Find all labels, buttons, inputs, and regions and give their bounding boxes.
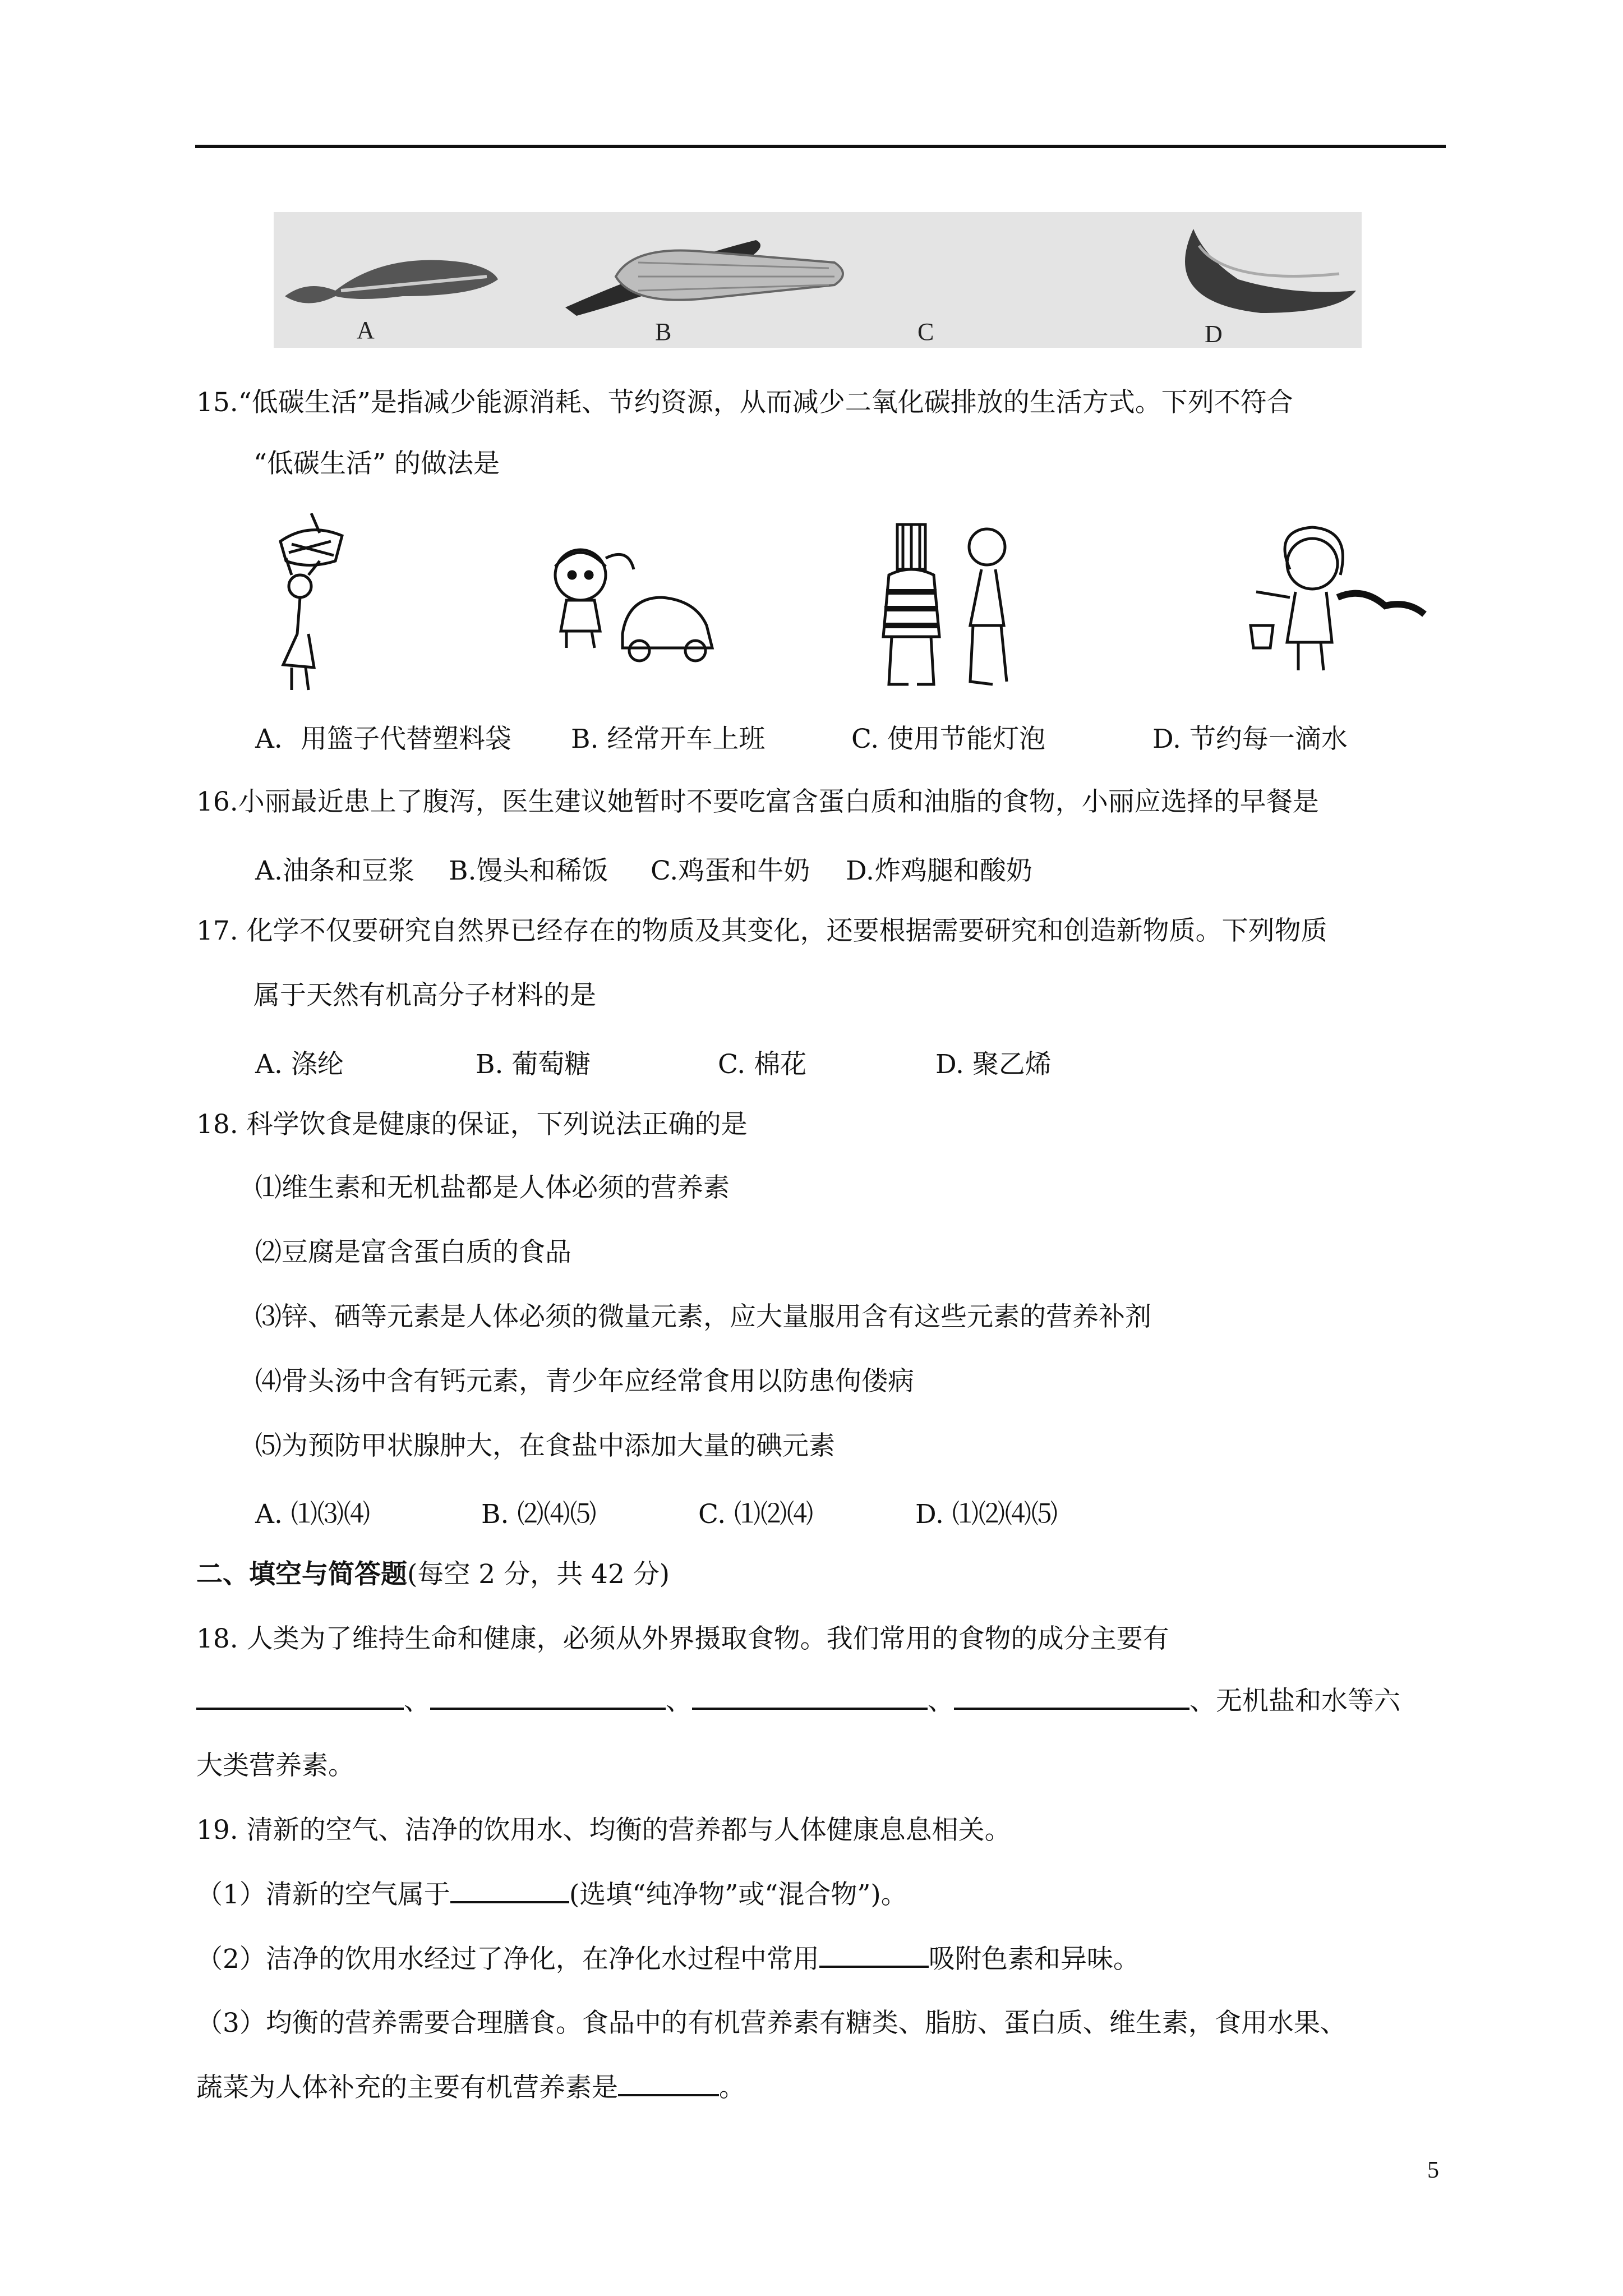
q18-option-a: A. ⑴⑶⑷ [255,1499,370,1530]
q17-option-d: D. 聚乙烯 [935,1049,1052,1080]
q18b-sep-1: 、 [404,1686,430,1717]
q18b-stem-line3: 大类营养素。 [196,1750,354,1781]
q19-part2-pre: （2）洁净的饮用水经过了净化，在净化水过程中常用 [196,1944,819,1975]
q18-statement-3: ⑶锌、硒等元素是人体必须的微量元素，应大量服用含有这些元素的营养补剂 [255,1301,1151,1332]
q18b-tail: 、无机盐和水等六 [1189,1686,1400,1717]
q15-option-b: B. 经常开车上班 [571,724,766,754]
photo-label-b: B [655,318,672,346]
q19-part3-blank[interactable] [618,2072,719,2096]
girl-water-illustration [1251,527,1424,670]
q19-part3-pre: 蔬菜为人体补充的主要有机营养素是 [196,2072,618,2103]
q18-statement-2: ⑵豆腐是富含蛋白质的食品 [255,1237,571,1268]
q17-stem-line1: 17. 化学不仅要研究自然界已经存在的物质及其变化，还要根据需要研究和创造新物质。下列物质 [196,915,1327,946]
q19-part1 [196,1878,907,1912]
q17-option-c: C. 棉花 [718,1049,807,1080]
q19-stem: 19. 清新的空气、洁净的饮用水、均衡的营养都与人体健康息息相关。 [196,1815,1011,1846]
q18b-blanks-line [196,1685,1400,1718]
q17-option-b: B. 葡萄糖 [476,1049,591,1080]
q16-option-a: A.油条和豆浆 [255,855,414,886]
q16-option-c: C.鸡蛋和牛奶 [651,855,810,886]
section-2-note: (每空 2 分，共 42 分) [407,1559,670,1590]
q19-part1-blank[interactable] [450,1879,569,1903]
q18-statement-4: ⑷骨头汤中含有钙元素，青少年应经常食用以防患佝偻病 [255,1366,914,1397]
q18-option-c: C. ⑴⑵⑷ [698,1499,814,1530]
q19-part1-post: (选填“纯净物”或“混合物”)。 [569,1879,907,1910]
photo-label-d: D [1205,320,1223,348]
photo-label-c: C [917,318,934,346]
q18b-blank-4[interactable] [954,1685,1189,1710]
q15-option-c: C. 使用节能灯泡 [851,724,1046,754]
q16-option-d: D.炸鸡腿和酸奶 [846,855,1032,886]
food-photo-strip [274,212,1362,348]
q18-option-b: B. ⑵⑷⑸ [481,1499,597,1530]
basket-girl-illustration [280,513,342,690]
header-rule [195,145,1446,148]
q17-option-a: A. 涤纶 [255,1049,344,1080]
q18b-blank-1[interactable] [196,1685,404,1710]
q18-stem: 18. 科学饮食是健康的保证，下列说法正确的是 [196,1109,748,1140]
q18b-sep-3: 、 [928,1686,954,1717]
q16-option-b: B.馒头和稀饭 [449,855,608,886]
q19-part3-post: 。 [719,2072,745,2103]
q15-stem-line1: 15.“低碳生活”是指减少能源消耗、节约资源，从而减少二氧化碳排放的生活方式。下列不符合 [196,387,1293,418]
q19-part3-line1: （3）均衡的营养需要合理膳食。食品中的有机营养素有糖类、脂肪、蛋白质、维生素，食用水果、 [196,2008,1347,2039]
q18b-sep-2: 、 [666,1686,692,1717]
photo-label-a: A [357,316,375,344]
q18-statement-1: ⑴维生素和无机盐都是人体必须的营养素 [255,1172,730,1203]
q15-stem-line2: “低碳生活” 的做法是 [253,448,500,479]
q18b-stem-line1: 18. 人类为了维持生命和健康，必须从外界摄取食物。我们常用的食物的成分主要有 [196,1623,1169,1654]
page-number: 5 [1427,2157,1439,2183]
q17-stem-line2: 属于天然有机高分子材料的是 [253,980,596,1011]
girl-car-illustration [555,550,712,661]
q18b-blank-2[interactable] [430,1685,666,1710]
q15-option-d: D. 节约每一滴水 [1152,724,1348,754]
q19-part2-post: 吸附色素和异味。 [928,1944,1140,1975]
q19-part1-pre: （1）清新的空气属于 [196,1879,450,1910]
q15-option-a: A．用篮子代替塑料袋 [255,724,511,754]
bulb-boy-illustration [883,524,1007,684]
section-2-title: 二、填空与简答题 [196,1559,407,1590]
q16-stem: 16.小丽最近患上了腹泻，医生建议她暂时不要吃富含蛋白质和油脂的食物，小丽应选择的早餐是 [196,786,1319,817]
section-2-heading [196,1558,670,1591]
q18b-blank-3[interactable] [692,1685,928,1710]
q15-illustrations [269,513,1436,698]
q19-part2 [196,1943,1140,1976]
q19-part2-blank[interactable] [819,1943,929,1968]
q18-option-d: D. ⑴⑵⑷⑸ [915,1499,1058,1530]
q18-statement-5: ⑸为预防甲状腺肿大，在食盐中添加大量的碘元素 [255,1430,835,1461]
q19-part3-line2 [196,2071,745,2105]
